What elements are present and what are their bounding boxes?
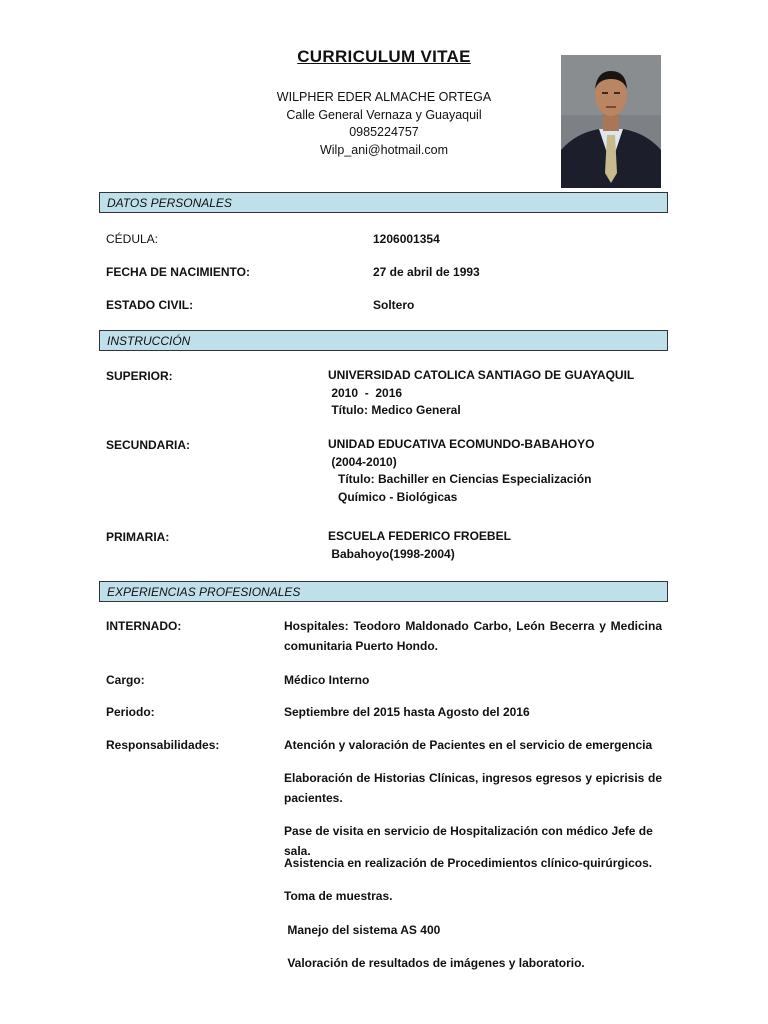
cargo-value: Médico Interno <box>284 673 370 687</box>
secundaria-line: Químico - Biológicas <box>328 489 458 504</box>
responsibility-item: Manejo del sistema AS 400 <box>284 923 441 937</box>
cedula-label: CÉDULA: <box>106 232 159 246</box>
primaria-block <box>328 528 511 563</box>
superior-line: 2010 - 2016 <box>328 385 403 400</box>
contact-block <box>240 89 528 159</box>
responsibility-item: Asistencia en realización de Procedimientos clínico-quirúrgicos. <box>284 856 653 870</box>
secundaria-line: UNIDAD EDUCATIVA ECOMUNDO-BABAHOYO <box>328 437 595 451</box>
secundaria-label: SECUNDARIA: <box>106 438 190 452</box>
secundaria-line: Título: Bachiller en Ciencias Especialización <box>328 472 592 486</box>
responsibility-item: Valoración de resultados de imágenes y laboratorio. <box>284 956 585 970</box>
person-portrait-icon <box>561 55 661 188</box>
internado-label: INTERNADO: <box>106 619 182 633</box>
superior-block <box>328 367 634 420</box>
superior-label: SUPERIOR: <box>106 369 173 383</box>
section-education: INSTRUCCIÓN <box>99 330 668 351</box>
email: Wilp_ani@hotmail.com <box>319 142 448 157</box>
responsibilities-label: Responsabilidades: <box>106 738 220 752</box>
periodo-label: Periodo: <box>106 705 155 719</box>
section-experience: EXPERIENCIAS PROFESIONALES <box>99 581 668 602</box>
birth-value: 27 de abril de 1993 <box>373 265 480 279</box>
secundaria-block <box>328 436 594 506</box>
profile-photo <box>561 55 661 188</box>
internado-value: Hospitales: Teodoro Maldonado Carbo, León Becerra y Medicina comunitaria Puerto Hondo. <box>284 619 662 653</box>
primaria-label: PRIMARIA: <box>106 530 170 544</box>
civil-label: ESTADO CIVIL: <box>106 298 194 312</box>
section-personal: DATOS PERSONALES <box>99 192 668 213</box>
cedula-value: 1206001354 <box>373 232 440 246</box>
address: Calle General Vernaza y Guayaquil <box>286 107 482 122</box>
primaria-line: Babahoyo(1998-2004) <box>328 546 455 561</box>
cargo-label: Cargo: <box>106 673 145 687</box>
full-name: WILPHER EDER ALMACHE ORTEGA <box>276 90 492 104</box>
responsibility-item: Elaboración de Historias Clínicas, ingresos egresos y epicrisis de pacientes. <box>284 771 662 805</box>
birth-label: FECHA DE NACIMIENTO: <box>106 265 250 279</box>
superior-line: Título: Medico General <box>328 403 461 417</box>
civil-value: Soltero <box>373 298 415 312</box>
periodo-value: Septiembre del 2015 hasta Agosto del 2016 <box>284 705 530 719</box>
phone: 0985224757 <box>349 125 419 139</box>
responsibility-item: Pase de visita en servicio de Hospitalización con médico Jefe de sala. <box>284 824 653 858</box>
secundaria-line: (2004-2010) <box>328 454 397 469</box>
responsibility-item: Toma de muestras. <box>284 889 393 903</box>
responsibility-item: Atención y valoración de Pacientes en el servicio de emergencia <box>284 738 653 752</box>
superior-line: UNIVERSIDAD CATOLICA SANTIAGO DE GUAYAQUIL <box>328 368 635 382</box>
document-title: CURRICULUM VITAE <box>297 47 471 66</box>
primaria-line: ESCUELA FEDERICO FROEBEL <box>328 529 511 543</box>
